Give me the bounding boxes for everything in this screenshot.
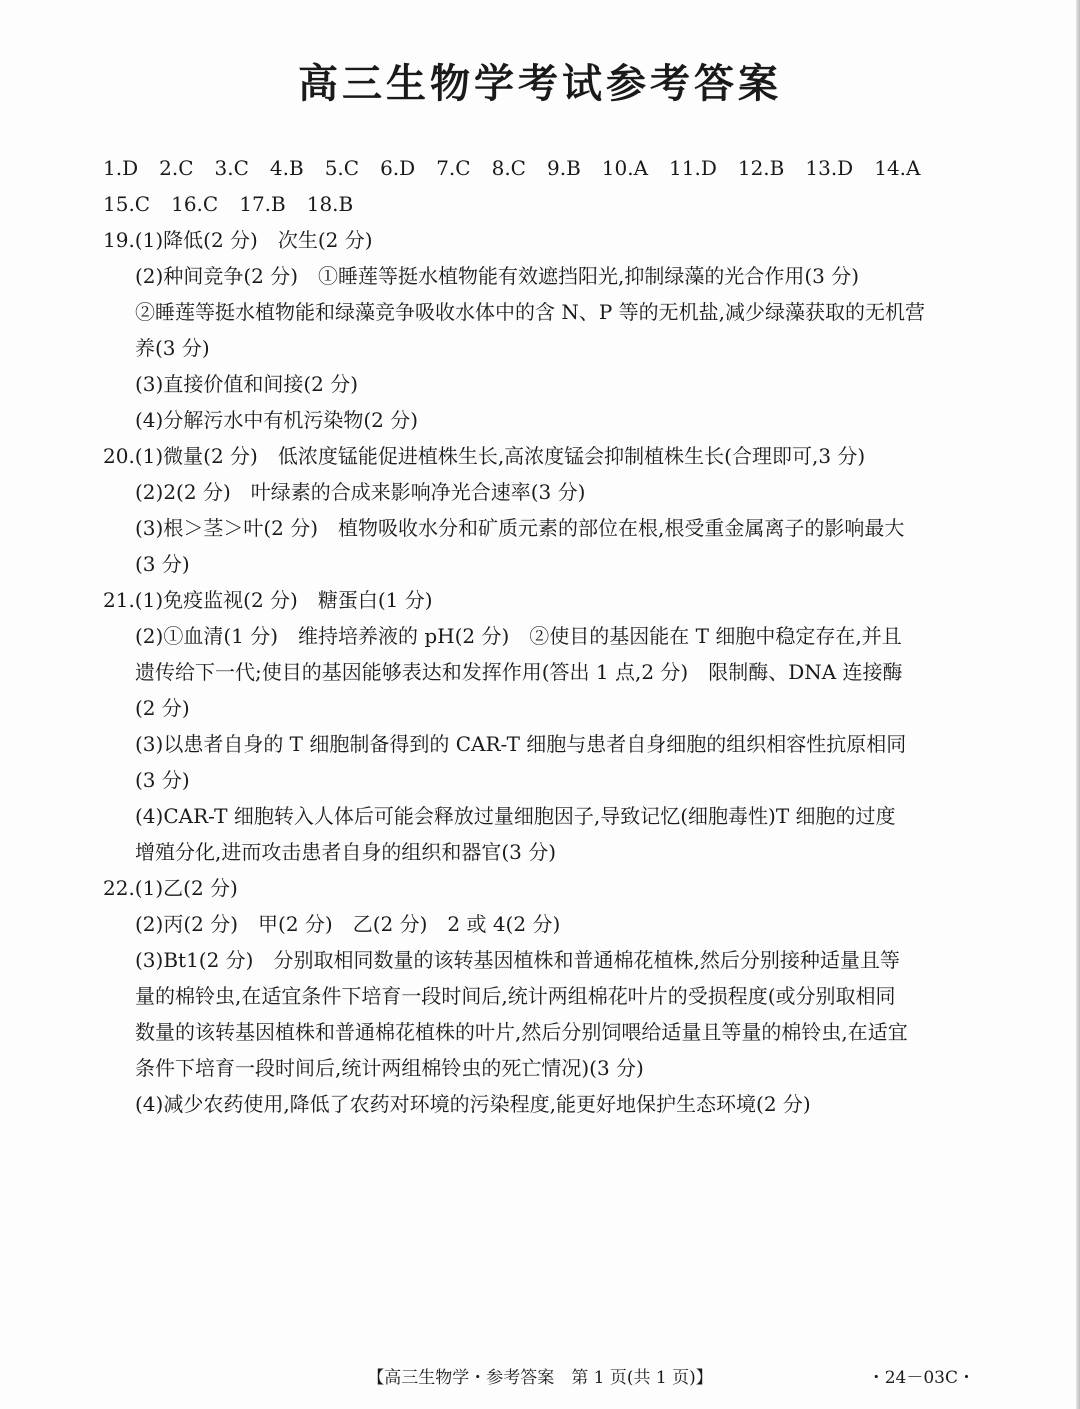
- page-title: 高三生物学考试参考答案: [298, 61, 782, 107]
- answer-line: 22.(1)乙(2 分): [103, 876, 238, 900]
- answer-line: (4)分解污水中有机污染物(2 分): [135, 408, 419, 432]
- mc-answer: 13.D: [805, 156, 854, 180]
- answer-line: (3)以患者自身的 T 细胞制备得到的 CAR-T 细胞与患者自身细胞的组织相容性抗原相同: [135, 732, 907, 756]
- answer-line: (2 分): [135, 696, 190, 720]
- footer-page-info: 【高三生物学・参考答案 第 1 页(共 1 页)】: [367, 1368, 713, 1388]
- mc-answer: 11.D: [669, 156, 717, 180]
- mc-answers-row-1: [103, 150, 983, 186]
- answer-line: 增殖分化,进而攻击患者自身的组织和器官(3 分): [135, 840, 557, 864]
- question-19: [103, 222, 983, 438]
- answer-line: (3)根＞茎＞叶(2 分) 植物吸收水分和矿质元素的部位在根,根受重金属离子的影响最大: [135, 516, 905, 540]
- mc-answer: 4.B: [269, 156, 304, 180]
- answer-line: (4)减少农药使用,降低了农药对环境的污染程度,能更好地保护生态环境(2 分): [135, 1092, 811, 1116]
- mc-answer: 5.C: [324, 156, 360, 180]
- footer-doc-code: ・24－03C・: [867, 1368, 975, 1388]
- mc-answer: 17.B: [239, 192, 286, 216]
- mc-answer: 8.C: [491, 156, 526, 180]
- answer-body: [103, 150, 983, 1122]
- mc-answer: 6.D: [380, 156, 416, 180]
- page-edge-shadow: [1076, 0, 1080, 1409]
- mc-answer: 15.C: [103, 192, 151, 216]
- mc-answer: 18.B: [306, 192, 354, 216]
- answer-line: (3)直接价值和间接(2 分): [135, 372, 359, 396]
- mc-answer: 10.A: [601, 156, 649, 180]
- answer-line: (3)Bt1(2 分) 分别取相同数量的该转基因植株和普通棉花植株,然后分别接种适量且等: [135, 948, 900, 972]
- mc-answer: 2.C: [159, 156, 194, 180]
- question-22: [103, 870, 983, 1122]
- mc-answer: 1.D: [103, 156, 139, 180]
- answer-line: (3 分): [135, 768, 190, 792]
- answer-line: (3 分): [135, 552, 190, 576]
- answer-line: 20.(1)微量(2 分) 低浓度锰能促进植株生长,高浓度锰会抑制植株生长(合理即可,3 分): [103, 444, 866, 468]
- question-20: [103, 438, 983, 582]
- answer-line: 19.(1)降低(2 分) 次生(2 分): [103, 228, 373, 252]
- answer-line: ②睡莲等挺水植物能和绿藻竞争吸收水体中的含 N、P 等的无机盐,减少绿藻获取的无机营: [135, 300, 926, 324]
- answer-line: (2)丙(2 分) 甲(2 分) 乙(2 分) 2 或 4(2 分): [135, 912, 561, 936]
- answer-line: (2)种间竞争(2 分) ①睡莲等挺水植物能有效遮挡阳光,抑制绿藻的光合作用(3 分): [135, 264, 860, 288]
- answer-line: 量的棉铃虫,在适宜条件下培育一段时间后,统计两组棉花叶片的受损程度(或分别取相同: [135, 984, 896, 1008]
- mc-answer: 7.C: [436, 156, 471, 180]
- mc-answer: 16.C: [171, 192, 219, 216]
- answer-line: 养(3 分): [135, 336, 210, 360]
- mc-answer: 14.A: [874, 156, 921, 180]
- mc-answer: 9.B: [546, 156, 581, 180]
- answer-line: (4)CAR-T 细胞转入人体后可能会释放过量细胞因子,导致记忆(细胞毒性)T 细胞的过度: [135, 804, 896, 828]
- answer-line: (2)①血清(1 分) 维持培养液的 pH(2 分) ②使目的基因能在 T 细胞中稳定存在,并且: [135, 624, 902, 648]
- answer-line: 条件下培育一段时间后,统计两组棉铃虫的死亡情况)(3 分): [135, 1056, 644, 1080]
- answer-line: 21.(1)免疫监视(2 分) 糖蛋白(1 分): [103, 588, 433, 612]
- mc-answers-row-2: [103, 186, 983, 222]
- answer-line: 数量的该转基因植株和普通棉花植株的叶片,然后分别饲喂给适量且等量的棉铃虫,在适宜: [135, 1020, 908, 1044]
- answer-line: (2)2(2 分) 叶绿素的合成来影响净光合速率(3 分): [135, 480, 586, 504]
- question-21: [103, 582, 983, 870]
- answer-line: 遗传给下一代;使目的基因能够表达和发挥作用(答出 1 点,2 分) 限制酶、DNA 连接酶: [135, 660, 903, 684]
- mc-answer: 12.B: [737, 156, 785, 180]
- mc-answer: 3.C: [214, 156, 249, 180]
